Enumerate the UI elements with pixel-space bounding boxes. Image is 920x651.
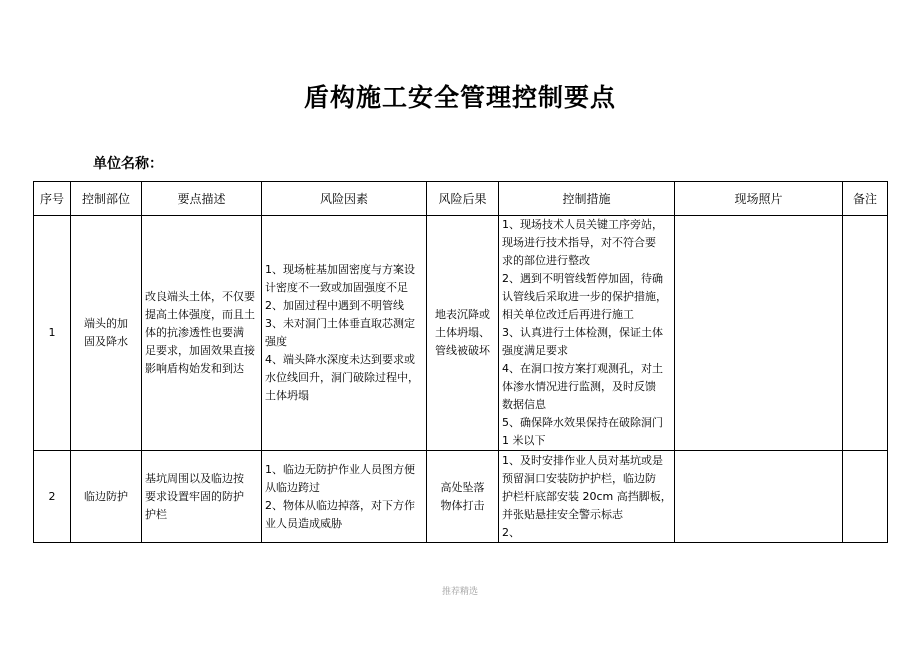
row-number: 2 xyxy=(34,451,71,543)
table-row xyxy=(34,216,888,451)
header-description: 要点描述 xyxy=(142,182,262,216)
site-photo-cell xyxy=(675,451,843,543)
header-risks: 风险因素 xyxy=(262,182,427,216)
page-footer: 推荐精选 xyxy=(441,587,478,597)
risk-consequence: 高处坠落 物体打击 xyxy=(427,451,499,543)
header-no: 序号 xyxy=(34,182,71,216)
risk-factors: 1、临边无防护作业人员图方便 从临边跨过 2、物体从临边掉落，对下方作 业人员造成威胁 xyxy=(262,451,427,543)
key-description: 改良端头土体，不仅要 提高土体强度，而且土 体的抗渗透性也要满 足要求，加固效果直接 影响盾构始发和到达 xyxy=(142,216,262,451)
control-part: 端头的加 固及降水 xyxy=(71,216,142,451)
risk-factors: 1、现场桩基加固密度与方案设 计密度不一致或加固强度不足 2、加固过程中遇到不明管线 3、未对洞门土体垂直取芯测定 强度 4、端头降水深度未达到要求或 水位线回升，洞门破除过程中， 土体坍塌 xyxy=(262,216,427,451)
control-measures: 1、现场技术人员关键工序旁站， 现场进行技术指导，对不符合要 求的部位进行整改 2、遇到不明管线暂停加固，待确 认管线后采取进一步的保护措施， 相关单位改迁后再进行施工 3、认真进行土体检测，保证土体 强度满足要求 4、在洞口按方案打观测孔，对土 体渗水情况进行监测，及时反馈 数据信息 5、确保降水效果保持在破除洞门 1 米以下 xyxy=(499,216,675,451)
row-number: 1 xyxy=(34,216,71,451)
site-photo-cell xyxy=(675,216,843,451)
control-points-table xyxy=(33,181,888,543)
document-title: 盾构施工安全管理控制要点 xyxy=(303,83,616,112)
unit-name-label: 单位名称： xyxy=(93,156,163,172)
header-consequence: 风险后果 xyxy=(427,182,499,216)
table-row xyxy=(34,451,888,543)
header-row xyxy=(34,182,888,216)
risk-consequence: 地表沉降或 土体坍塌、 管线被破坏 xyxy=(427,216,499,451)
control-part: 临边防护 xyxy=(71,451,142,543)
header-part: 控制部位 xyxy=(71,182,142,216)
control-measures: 1、及时安排作业人员对基坑或是 预留洞口安装防护护栏，临边防 护栏杆底部安装 20cm 高挡脚板， 并张贴悬挂安全警示标志 2、 xyxy=(499,451,675,543)
header-photo: 现场照片 xyxy=(675,182,843,216)
header-remark: 备注 xyxy=(843,182,888,216)
remark-cell xyxy=(843,451,888,543)
key-description: 基坑周围以及临边按 要求设置牢固的防护 护栏 xyxy=(142,451,262,543)
remark-cell xyxy=(843,216,888,451)
header-measures: 控制措施 xyxy=(499,182,675,216)
